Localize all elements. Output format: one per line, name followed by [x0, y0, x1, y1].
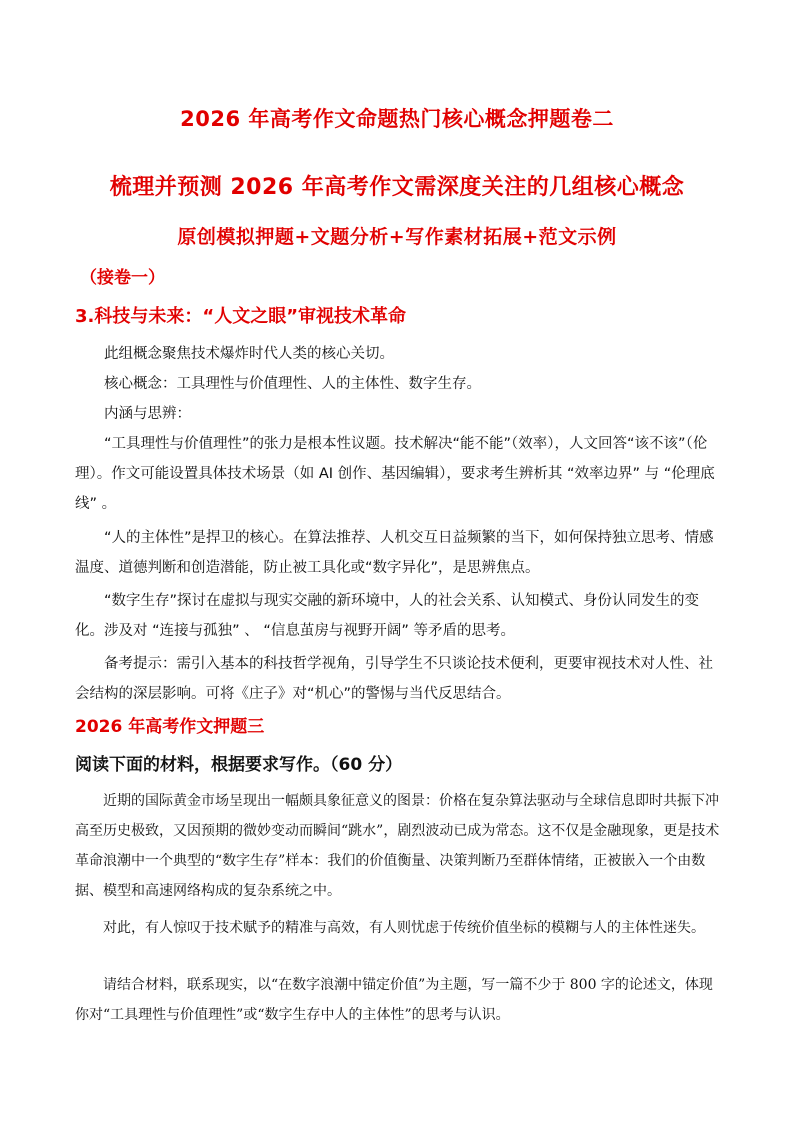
document-subtitle: 梳理并预测 2026 年高考作文需深度关注的几组核心概念 — [109, 175, 685, 200]
connotation-label: 内涵与思辨： — [104, 406, 191, 422]
section-intro: 此组概念聚焦技术爆炸时代人类的核心关切。 — [104, 346, 394, 362]
paragraph-human-subjectivity: “人的主体性”是捍卫的核心。在算法推荐、人机交互日益频繁的当下，如何保持独立思考、情感温度、道德判断和创造潜能，防止被工具化或“数字异化”，是思辨焦点。 — [75, 530, 714, 576]
material-paragraph-2: 对此，有人惊叹于技术赋予的精准与高效，有人则忧虑于传统价值坐标的模糊与人的主体性迷失。 — [103, 920, 705, 936]
paragraph-digital-existence: “数字生存”探讨在虚拟与现实交融的新环境中，人的社会关系、认知模式、身份认同发生的变化。涉及对 “连接与孤独” 、 “信息茧房与视野开阔” 等矛盾的思考。 — [75, 593, 700, 639]
paragraph-tool-rationality: “工具理性与价值理性”的张力是根本性议题。技术解决“能不能”（效率），人文回答“该不该”（伦理）。作文可能设置具体技术场景（如 AI 创作、基因编辑），要求考生辨析其 “效率边界” 与 “伦理底线” 。 — [75, 436, 715, 512]
section-heading: 3.科技与未来：“人文之眼”审视技术革命 — [75, 306, 407, 327]
core-concepts: 核心概念：工具理性与价值理性、人的主体性、数字生存。 — [104, 376, 481, 392]
exam-heading: 2026 年高考作文押题三 — [75, 717, 265, 737]
document-tagline: 原创模拟押题+文题分析+写作素材拓展+范文示例 — [177, 226, 617, 248]
document-title: 2026 年高考作文命题热门核心概念押题卷二 — [180, 107, 614, 131]
exam-instruction: 阅读下面的材料，根据要求写作。（60 分） — [75, 755, 403, 775]
material-paragraph-3: 请结合材料，联系现实，以“在数字浪潮中锚定价值”为主题，写一篇不少于 800 字的论述文，体现你对“工具理性与价值理性”或“数字生存中人的主体性”的思考与认识。 — [75, 977, 713, 1023]
continue-label: （接卷一） — [80, 268, 165, 288]
paragraph-prep-tips: 备考提示：需引入基本的科技哲学视角，引导学生不只谈论技术便利，更要审视技术对人性、社会结构的深层影响。可将《庄子》对“机心”的警惕与当代反思结合。 — [75, 656, 713, 702]
material-paragraph-1: 近期的国际黄金市场呈现出一幅颇具象征意义的图景：价格在复杂算法驱动与全球信息即时共振下冲高至历史极致，又因预期的微妙变动而瞬间“跳水”，剧烈波动已成为常态。这不仅是金融现象，更是技术革命浪潮中一个典型的“数字生存”样本：我们的价值衡量、决策判断乃至群体情绪，正被嵌入一个由数据、模型和高速网络构成的复杂系统之中。 — [75, 793, 720, 899]
